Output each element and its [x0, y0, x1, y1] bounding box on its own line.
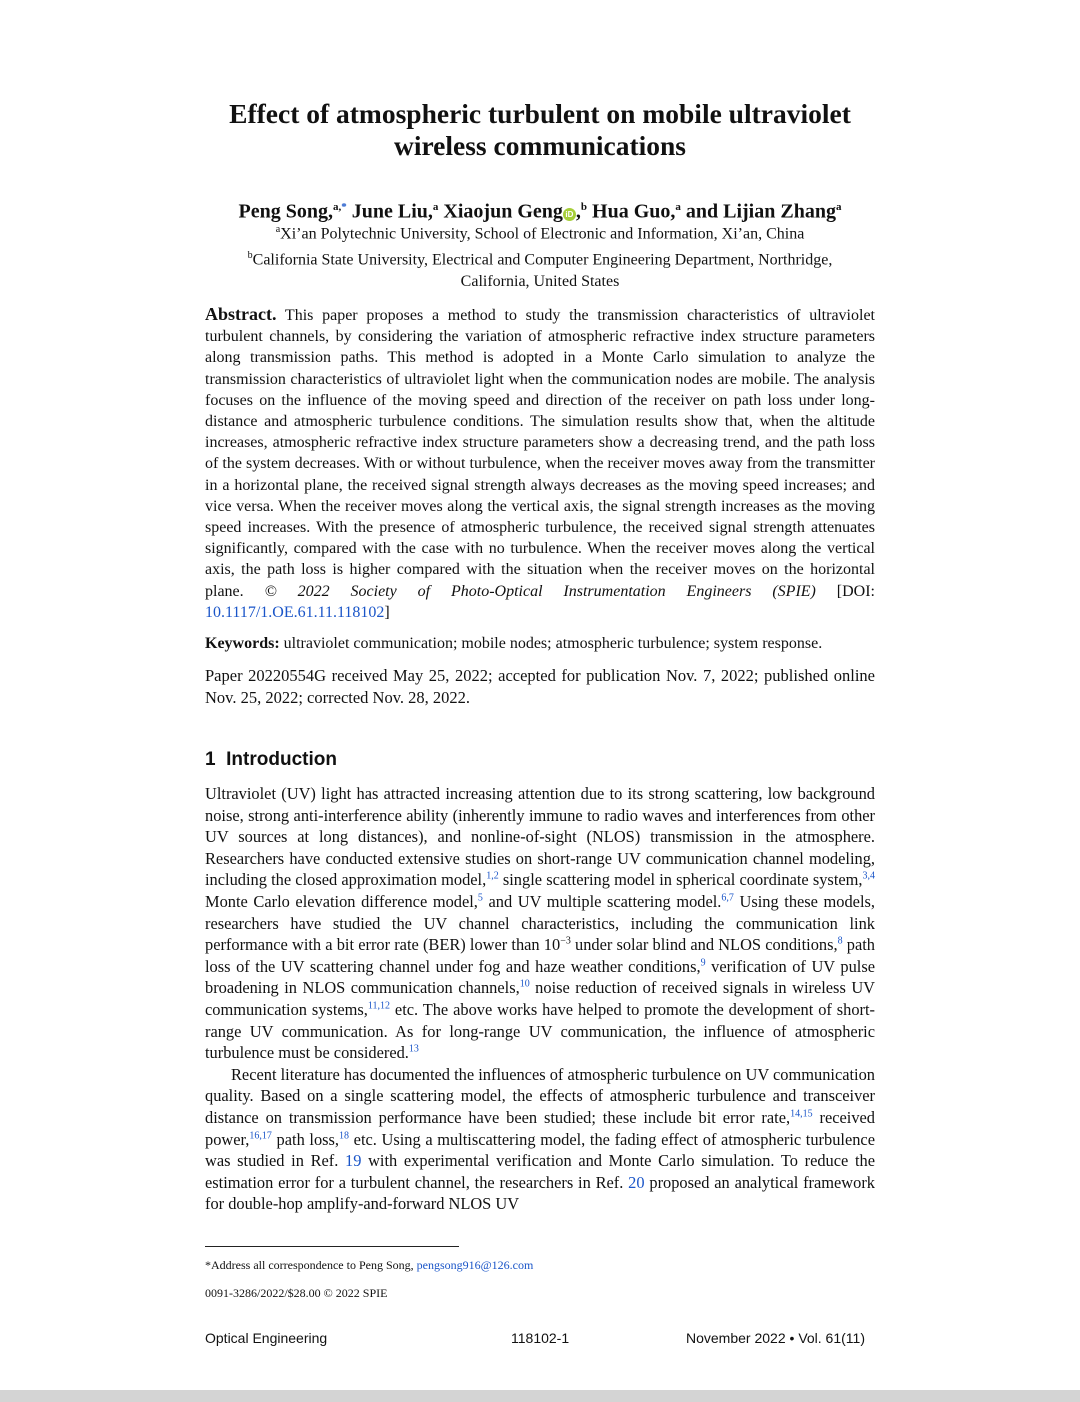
footer-issue — [686, 1330, 865, 1346]
text-run: received power, — [205, 1107, 875, 1149]
affiliations — [150, 219, 930, 292]
paper-title — [150, 98, 930, 162]
footnote-rule — [205, 1246, 459, 1247]
text-run: noise reduction of received signals in wireless UV communication systems, — [205, 978, 875, 1019]
citation-link[interactable]: 20 — [628, 1172, 645, 1192]
text-run: single scattering model in spherical coordinate system, — [498, 870, 863, 890]
text-run: verification of UV pulse broadening in NLOS communication channels, — [205, 956, 875, 998]
text-run: path loss, — [271, 1129, 340, 1149]
section-body — [205, 783, 875, 1215]
author-affil-mark: a — [675, 201, 681, 213]
paragraph — [205, 783, 875, 1064]
citation-link[interactable]: 19 — [345, 1151, 362, 1171]
citation-link[interactable]: 1,2 — [486, 870, 499, 882]
keywords — [205, 633, 875, 654]
footer-date: November 2022 — [686, 1330, 786, 1346]
citation-link[interactable]: 5 — [477, 892, 483, 904]
text-run: etc. The above works have helped to promote the development of short-range UV communication. As for long-range UV communication, the influence of atmospheric turbulence must be considered. — [205, 999, 875, 1063]
footnote-star: * — [205, 1258, 211, 1272]
affiliation-text: California State University, Electrical and Computer Engineering Department, Northridge, — [252, 251, 833, 269]
text-run: proposed an analytical framework for double-hop amplify-and-forward NLOS UV — [205, 1172, 875, 1214]
text-run: Ultraviolet (UV) light has attracted increasing attention due to its strong scattering, low background noise, strong anti-interference ability (inherently immune to radio waves and interferences from other UV sources at long distances), and nonline-of-sight (NLOS) transmission in the atmosphere. Researchers have conducted extensive studies on short-range UV communication channel modeling, including the closed approximation model, — [205, 784, 875, 890]
citation-link[interactable]: 18 — [339, 1130, 350, 1142]
author-name: Hua Guo, — [592, 200, 676, 223]
citation-link[interactable]: 16,17 — [249, 1130, 272, 1142]
abstract-label: Abstract. — [205, 304, 277, 324]
email-link[interactable]: pengsong916@126.com — [416, 1258, 534, 1272]
text-run: etc. Using a multiscattering model, the fading effect of atmospheric turbulence was studied in Ref. — [205, 1129, 875, 1171]
text-run: Monte Carlo elevation difference model, — [205, 891, 478, 911]
text-run: with experimental verification and Monte Carlo simulation. To reduce the estimation error for a turbulent channel, the researchers in Ref. — [205, 1151, 875, 1192]
affiliation-b — [150, 245, 930, 271]
citation-link[interactable]: 8 — [837, 935, 843, 947]
section-title: Introduction — [226, 749, 337, 770]
keywords-text: ultraviolet communication; mobile nodes; atmospheric turbulence; system response. — [283, 635, 823, 652]
section-heading — [205, 749, 875, 771]
author-name: Xiaojun Geng — [443, 200, 563, 223]
issn-line: 0091-3286/2022/$28.00 © 2022 SPIE — [205, 1286, 388, 1300]
citation-link[interactable]: 9 — [700, 957, 706, 969]
citation-link[interactable]: 11,12 — [367, 1000, 391, 1012]
doi-prefix: [DOI: — [836, 582, 875, 600]
affiliation-a — [150, 219, 930, 245]
footnote-text: Address all correspondence to Peng Song, — [211, 1258, 414, 1272]
author-list: Peng Song,$^{a,*}$ June Liu,$^a$ Xiaojun Geng iD ,$^b$ Hua Guo,$^a$ and Lijian Zhang$^a$ — [238, 200, 842, 223]
citation-link[interactable]: 13 — [408, 1043, 419, 1055]
citation-link[interactable]: 3,4 — [862, 870, 875, 882]
paragraph — [205, 1064, 875, 1215]
abstract — [205, 304, 875, 623]
text-run: path loss of the UV scattering channel under fog and haze weather conditions, — [205, 935, 875, 976]
author-name: June Liu, — [351, 200, 433, 223]
citation-link[interactable]: 10 — [519, 978, 530, 990]
text-run: Using these models, researchers have studied the UV channel characteristics, including the communication link performance with a bit error rate (BER) lower than 10 — [205, 891, 875, 955]
corresponding-author-link[interactable]: * — [341, 201, 347, 213]
section-number: 1 — [205, 749, 216, 770]
keywords-label: Keywords: — [205, 635, 280, 652]
footer-journal: Optical Engineering — [205, 1330, 328, 1346]
doi-link[interactable]: 10.1117/1.OE.61.11.118102 — [205, 603, 385, 621]
author-affil-mark: a, — [333, 201, 342, 213]
citation-link[interactable]: 6,7 — [721, 892, 734, 904]
affiliation-text: Xi’an Polytechnic University, School of Electronic and Information, Xi’an, China — [280, 225, 805, 243]
footer-page-number: 118102-1 — [511, 1330, 570, 1346]
footer-volume: Vol. 61(11) — [798, 1330, 865, 1346]
abstract-copyright: © 2022 Society of Photo-Optical Instrumentation Engineers (SPIE) — [264, 582, 816, 600]
author-affil-mark: b — [580, 201, 588, 213]
abstract-body: This paper proposes a method to study the transmission characteristics of ultraviolet turbulent channels, by considering the variation of atmospheric refractive index structure parameters along transmission paths. This method is adopted in a Monte Carlo simulation to analyze the transmission characteristics of ultraviolet light when the communication nodes are mobile. The analysis focuses on the influence of the moving speed and direction of the receiver on path loss under long-distance and atmospheric turbulence conditions. The simulation results show that, when the altitude increases, atmospheric refractive index structure parameters show a decreasing trend, and the path loss of the system decreases. With or without turbulence, when the receiver moves away from the transmitter in a horizontal plane, the received signal strength always decreases as the moving speed increases; and vice versa. When the receiver moves along the vertical axis, the signal strength increases as the moving speed increases. With the presence of atmospheric turbulence, the received signal strength attenuates significantly, compared with the case with no turbulence. When the receiver moves along the vertical axis, the path loss is higher compared with the situation when the receiver moves on the horizontal plane. — [205, 307, 875, 600]
doi-suffix: ] — [384, 603, 390, 621]
footnote — [205, 1257, 875, 1273]
author-affil-mark: a — [432, 201, 439, 213]
text-run: Recent literature has documented the influences of atmospheric turbulence on UV communication quality. Based on a single scattering model, the effects of atmospheric turbulence and transceiver distance on transmission performance have been studied; these include bit error rate, — [205, 1064, 875, 1127]
footer-bullet: • — [789, 1330, 795, 1346]
received-dates: Paper 20220554G received May 25, 2022; accepted for publication Nov. 7, 2022; published online Nov. 25, 2022; corrected Nov. 28, 2022. — [205, 666, 875, 707]
citation-link[interactable]: 14,15 — [790, 1108, 813, 1120]
author-name: Peng Song, — [238, 200, 334, 223]
affiliation-b-cont: California, United States — [460, 272, 620, 290]
title-line-1: Effect of atmospheric turbulent on mobile ultraviolet — [229, 98, 851, 129]
orcid-icon[interactable]: iD — [563, 208, 576, 221]
exponent: −3 — [560, 935, 571, 947]
text-run: and UV multiple scattering model. — [482, 891, 722, 911]
title-line-2: wireless communications — [393, 130, 687, 161]
author-affil-mark: a — [835, 201, 842, 213]
affil-mark: a — [275, 224, 281, 235]
text-run: under solar blind and NLOS conditions, — [570, 935, 838, 955]
affil-mark: b — [247, 249, 253, 261]
viewer-bottom-edge — [0, 1390, 1080, 1402]
author-name: and Lijian Zhang — [685, 200, 836, 223]
